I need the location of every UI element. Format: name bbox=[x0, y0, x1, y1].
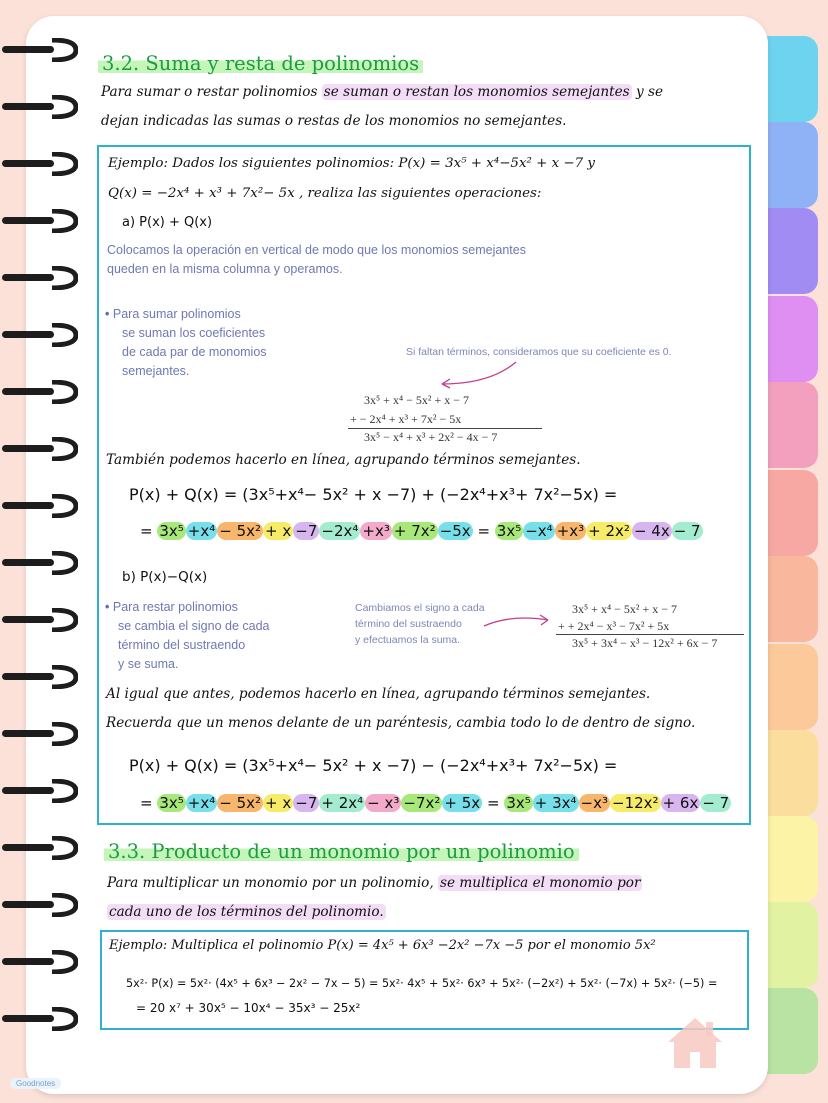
part-b-label: b) P(x)−Q(x) bbox=[122, 569, 208, 585]
binding-ring bbox=[0, 494, 78, 518]
sum-term: + x bbox=[265, 522, 292, 540]
vertical-diff-row1: 3x⁵ + x⁴ − 5x² + x − 7 bbox=[572, 602, 678, 616]
subtraction-text-2: Recuerda que un menos delante de un paréntesis, cambia todo lo de dentro de signo. bbox=[106, 715, 696, 731]
binding-ring bbox=[0, 608, 78, 632]
diff-term: + x bbox=[265, 794, 292, 812]
diff-term: + 5x bbox=[444, 794, 481, 812]
diff-result-term: − 7 bbox=[702, 794, 730, 812]
binding-ring bbox=[0, 893, 78, 917]
tab-5[interactable] bbox=[760, 382, 818, 468]
diff-term: −7x² bbox=[403, 794, 441, 812]
tab-10[interactable] bbox=[760, 816, 818, 902]
sum-term: 3x⁵ bbox=[159, 522, 184, 540]
binding-ring bbox=[0, 209, 78, 233]
vertical-sum-row2: + − 2x⁴ + x³ + 7x² − 5x bbox=[350, 412, 462, 426]
sum-term: −5x bbox=[439, 522, 471, 540]
tab-2[interactable] bbox=[760, 122, 818, 208]
diff-result-term: 3x⁵ bbox=[506, 794, 531, 812]
sum-result-term: − 4x bbox=[633, 522, 670, 540]
binding-ring bbox=[0, 1007, 78, 1031]
part-a-label: a) P(x) + Q(x) bbox=[122, 215, 213, 230]
book-paragraph-line1: Colocamos la operación en vertical de modo que los monomios semejantes bbox=[107, 243, 526, 257]
sign-change-note-3: y efectuamos la suma. bbox=[355, 634, 461, 646]
diff-result-term: −x³ bbox=[580, 794, 609, 812]
diff-term: +x⁴ bbox=[187, 794, 216, 812]
sign-change-note-2: término del sustraendo bbox=[355, 618, 462, 630]
vertical-diff-result: 3x⁵ + 3x⁴ − x³ − 12x² + 6x − 7 bbox=[572, 636, 718, 650]
binding-ring bbox=[0, 665, 78, 689]
section-title-producto: 3.3. Producto de un monomio por un polinomio bbox=[104, 840, 579, 863]
tab-11[interactable] bbox=[760, 902, 818, 988]
binding-ring bbox=[0, 950, 78, 974]
vertical-diff-row2: + + 2x⁴ − x³ − 7x² + 5x bbox=[558, 619, 670, 633]
sum-term: − 5x² bbox=[219, 522, 262, 540]
home-icon[interactable] bbox=[664, 1012, 726, 1072]
sum-equals: = bbox=[140, 522, 153, 540]
sum-expression: P(x) + Q(x) = (3x⁵+x⁴− 5x² + x −7) + (−2x⁴+x³+ 7x²−5x) = bbox=[129, 485, 618, 504]
example-1-statement: Ejemplo: Dados los siguientes polinomios: P(x) = 3x⁵ + x⁴−5x² + x −7 y bbox=[108, 156, 595, 171]
diff-term: + 2x⁴ bbox=[321, 794, 364, 812]
diff-term: − x³ bbox=[367, 794, 400, 812]
binding-ring bbox=[0, 836, 78, 860]
vertical-diff-rule bbox=[556, 634, 744, 635]
section2-intro-line1: Para multiplicar un monomio por un polinomio, se multiplica el monomio por bbox=[107, 875, 641, 891]
binding-ring bbox=[0, 95, 78, 119]
bullet-sumar-4: semejantes. bbox=[122, 364, 190, 378]
vertical-sum-rule bbox=[348, 428, 542, 429]
binding-ring bbox=[0, 779, 78, 803]
sum-result-term: + 2x² bbox=[588, 522, 630, 540]
section-intro-line2: dejan indicadas las sumas o restas de los monomios no semejantes. bbox=[101, 113, 567, 129]
diff-result-term: + 3x⁴ bbox=[534, 794, 577, 812]
sum-term: −7 bbox=[295, 522, 318, 540]
sum-result-term: 3x⁵ bbox=[496, 522, 522, 540]
vertical-sum-row1: 3x⁵ + x⁴ − 5x² + x − 7 bbox=[364, 393, 470, 407]
sum-grouped-line bbox=[140, 522, 703, 540]
tab-7[interactable] bbox=[760, 556, 818, 642]
binding-ring bbox=[0, 323, 78, 347]
bullet-restar-2: se cambia el signo de cada bbox=[118, 619, 270, 633]
vertical-sum-result: 3x⁵ − x⁴ + x³ + 2x² − 4x − 7 bbox=[364, 430, 498, 444]
tab-4[interactable] bbox=[760, 296, 818, 382]
note-arrow bbox=[430, 358, 520, 392]
sign-change-note-1: Cambiamos el signo a cada bbox=[355, 602, 485, 614]
diff-result-term: −12x² bbox=[612, 794, 659, 812]
bullet-sumar-3: de cada par de monomios bbox=[122, 345, 267, 359]
sign-change-arrow bbox=[482, 612, 554, 630]
book-paragraph-line2: queden en la misma columna y operamos. bbox=[107, 262, 343, 276]
tab-1[interactable] bbox=[760, 36, 818, 122]
bullet-sumar-2: se suman los coeficientes bbox=[122, 326, 266, 340]
subtraction-text-1: Al igual que antes, podemos hacerlo en línea, agrupando términos semejantes. bbox=[106, 686, 651, 702]
diff-equals: = bbox=[140, 794, 153, 812]
inline-method-text: También podemos hacerlo en línea, agrupando términos semejantes. bbox=[106, 452, 581, 468]
binding-ring bbox=[0, 551, 78, 575]
binding-ring bbox=[0, 437, 78, 461]
bullet-restar-3: término del sustraendo bbox=[118, 638, 246, 652]
diff-grouped-line bbox=[140, 794, 731, 812]
tab-6[interactable] bbox=[760, 470, 818, 556]
tab-8[interactable] bbox=[760, 644, 818, 730]
bullet-restar: • Para restar polinomios bbox=[105, 600, 238, 614]
binding-ring bbox=[0, 152, 78, 176]
tab-3[interactable] bbox=[760, 208, 818, 294]
sum-equals-2: = bbox=[477, 522, 491, 540]
diff-equals-2: = bbox=[486, 794, 500, 812]
diff-expression: P(x) + Q(x) = (3x⁵+x⁴− 5x² + x −7) − (−2x⁴+x³+ 7x²−5x) = bbox=[129, 756, 618, 775]
product-expansion: 5x²· P(x) = 5x²· (4x⁵ + 6x³ − 2x² − 7x − 5) = 5x²· 4x⁵ + 5x²· 6x³ + 5x²· (−2x²) + 5x²· (−7x) + 5x²· (−5) = bbox=[126, 977, 718, 990]
bullet-restar-4: y se suma. bbox=[118, 657, 179, 671]
sum-term: + 7x² bbox=[393, 522, 436, 540]
tab-12[interactable] bbox=[760, 988, 818, 1074]
binding-ring bbox=[0, 722, 78, 746]
section2-intro-line2: cada uno de los términos del polinomio. bbox=[109, 904, 384, 920]
tab-9[interactable] bbox=[760, 730, 818, 816]
binding-ring bbox=[0, 38, 78, 62]
sum-result-term: −x⁴ bbox=[525, 522, 553, 540]
diff-term: 3x⁵ bbox=[159, 794, 184, 812]
diff-result-term: + 6x bbox=[662, 794, 699, 812]
section-intro-line1: Para sumar o restar polinomios se suman o restan los monomios semejantes y se bbox=[101, 84, 663, 100]
example-2-statement: Ejemplo: Multiplica el polinomio P(x) = 4x⁵ + 6x³ −2x² −7x −5 por el monomio 5x² bbox=[109, 938, 656, 953]
bullet-sumar: • Para sumar polinomios bbox=[105, 307, 241, 321]
diff-term: − 5x² bbox=[219, 794, 262, 812]
section-title-suma-resta: 3.2. Suma y resta de polinomios bbox=[98, 52, 423, 75]
example-1-statement-2: Q(x) = −2x⁴ + x³ + 7x²− 5x , realiza las siguientes operaciones: bbox=[108, 186, 542, 201]
binding-ring bbox=[0, 380, 78, 404]
sum-term: +x⁴ bbox=[187, 522, 216, 540]
goodnotes-badge: Goodnotes bbox=[10, 1078, 61, 1089]
sum-result-term: +x³ bbox=[556, 522, 585, 540]
product-result: = 20 x⁷ + 30x⁵ − 10x⁴ − 35x³ − 25x² bbox=[136, 1001, 361, 1015]
missing-terms-note: Si faltan términos, consideramos que su coeficiente es 0. bbox=[406, 346, 672, 358]
sum-term: +x³ bbox=[362, 522, 390, 540]
sum-term: −2x⁴ bbox=[321, 522, 359, 540]
binding-ring bbox=[0, 266, 78, 290]
sum-result-term: − 7 bbox=[673, 522, 701, 540]
diff-term: −7 bbox=[295, 794, 318, 812]
